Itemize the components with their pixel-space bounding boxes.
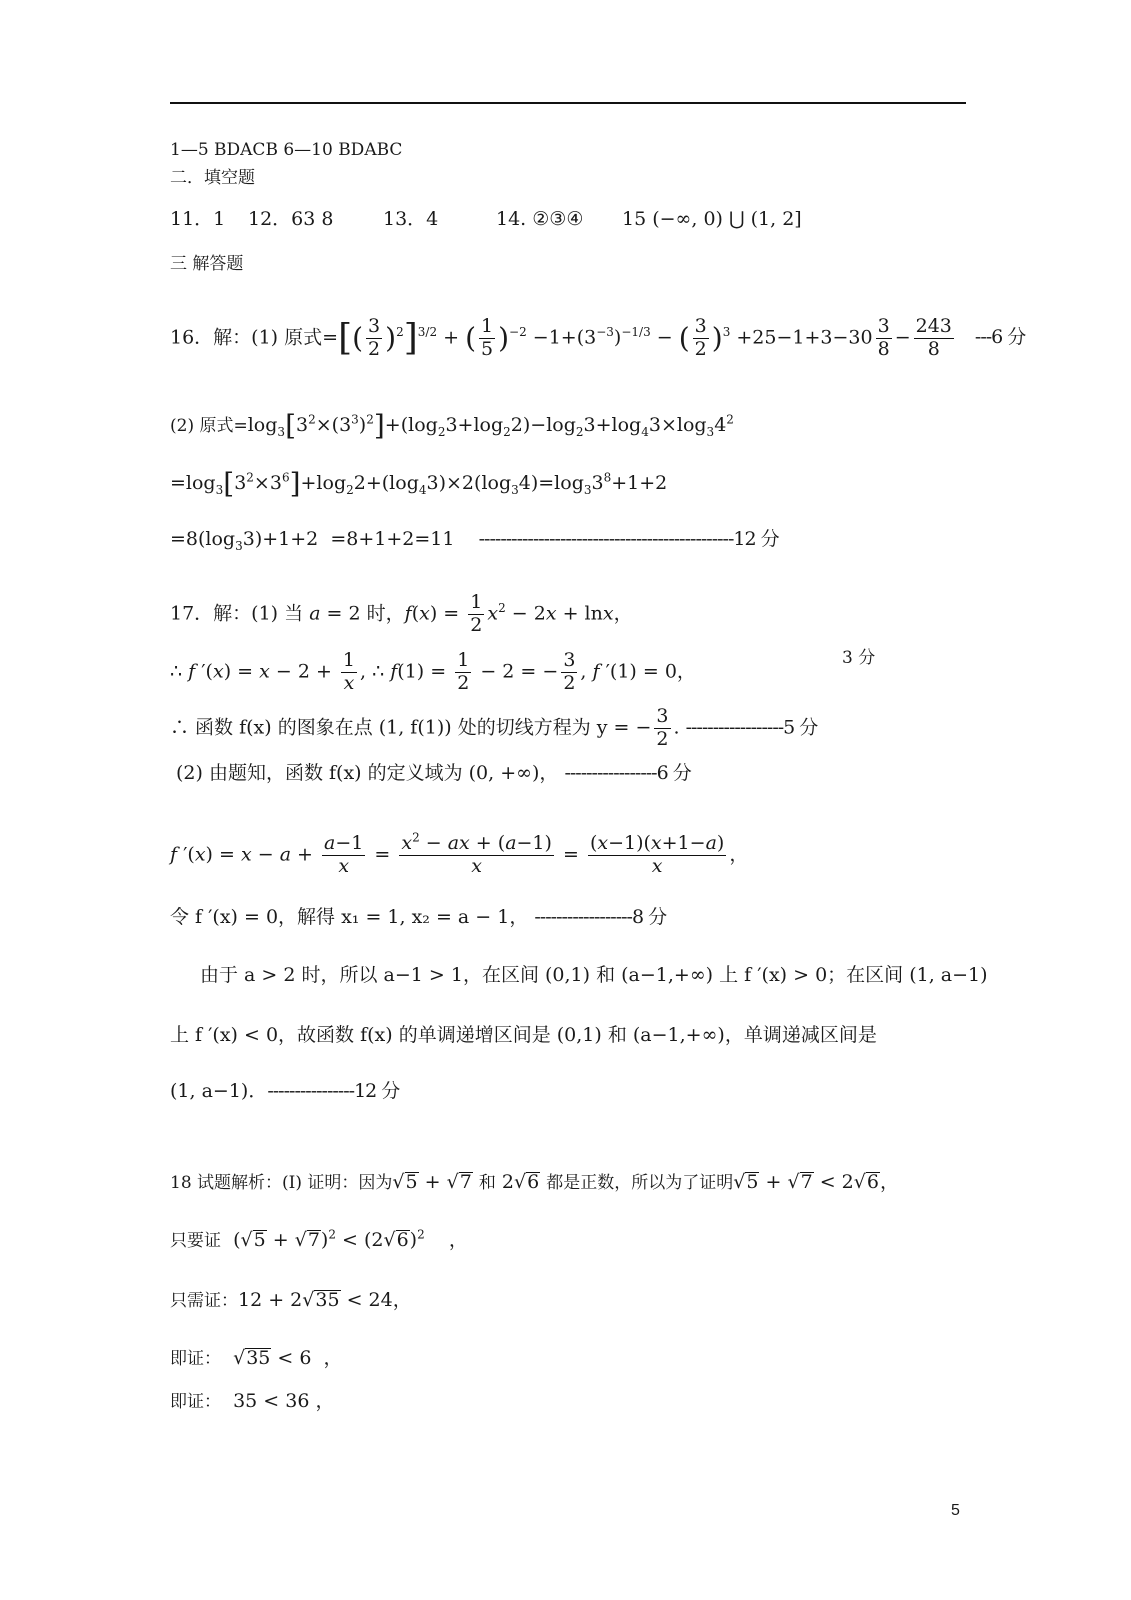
q17-line3: ∴ 函数 f(x) 的图象在点 (1, f(1)) 处的切线方程为 y = − $\frac{3}{2}$ . ------------------5 分 bbox=[170, 705, 818, 750]
q18-line3: 只需证：12 + 2√35 < 24， bbox=[170, 1289, 412, 1311]
q18-positive: 都是正数，所以为了证明 bbox=[546, 1173, 734, 1193]
q18-need4: 即证： bbox=[170, 1392, 221, 1412]
q18-need3: 即证： bbox=[170, 1349, 221, 1369]
q17-line4 bbox=[176, 764, 691, 783]
fill-answer-15: 15 (−∞, 0) ⋃ (1, 2] bbox=[622, 208, 802, 230]
q17-head: 17．解：(1) 当 bbox=[170, 602, 304, 625]
q17-line5: f ′(x) = x − a + $\frac{a-1}{x}$ = $\frac{x^2 - ax + (a-1)}{x}$ = $\frac{(x-1)(x+1-a)}{x}$ ， bbox=[170, 830, 749, 877]
q16-part2-line2: $=\log_3[3^2\times 3^6]+\log_22+(\log_43)\times 2(\log_34)=\log_33^8+1+2$ bbox=[170, 467, 668, 500]
q16-tail: +25−1+3−30 bbox=[736, 326, 873, 349]
q18-need1: 只要证 bbox=[170, 1231, 221, 1251]
q17-mono-2: 上 f ′(x) < 0，故函数 f(x) 的单调递增区间是 (0,1) 和 (a−1,+∞)，单调递减区间是 bbox=[170, 1024, 877, 1046]
page-number: 5 bbox=[951, 1502, 960, 1519]
q17-score-12: ----------------12 分 bbox=[267, 1080, 400, 1102]
header-rule bbox=[170, 102, 966, 104]
q17-tangent-text: ∴ 函数 f(x) 的图象在点 (1, f(1)) 处的切线方程为 y = − bbox=[170, 716, 652, 739]
section-solve-heading: 三 解答题 bbox=[170, 254, 244, 274]
fill-answer-14: 14. ②③④ bbox=[496, 208, 584, 230]
fill-answer-12: 12．63 8 bbox=[248, 208, 334, 230]
q17-line1: 17．解：(1) 当 a = 2 时，f(x) = $\frac{1}{2}$ $x^2 - 2x + \ln x$， bbox=[170, 591, 633, 636]
q17-line2: ∴ f ′(x) = x − 2 + $\frac{1}{x}$ , ∴ f(1) = $\frac{1}{2}$ − 2 = − $\frac{3}{2}$ , f ′(1) = 0， bbox=[170, 649, 696, 694]
q16-part1: 16．解：(1) 原式=[( $\frac{3}{2}$ )$^2$]$^{3/2}$ + ( $\frac{1}{5}$ )$^{-2} -1+(3^{-3})^{-1/3}$ − ( $\frac{3}{2}$ )$^3$ +25−1+3−30 $\frac{3}{8}$ − $\frac{243}{8}$ ---6 分 bbox=[170, 315, 1026, 360]
q16-score-6: ---6 分 bbox=[974, 326, 1026, 349]
q18-line2: 只要证 $(√5 + √7)^2 < (2√6)^2$ ， bbox=[170, 1227, 468, 1251]
q16-part2-line1: (2) 原式$=\log_3[3^2\times(3^3)^2]+(\log_23+\log_22)-\log_23+\log_43\times\log_34^2$ bbox=[170, 409, 734, 442]
q17-score-3: 3 分 bbox=[842, 648, 876, 668]
q17-line9 bbox=[170, 1082, 399, 1101]
q17-mono-1: 由于 a > 2 时，所以 a−1 > 1，在区间 (0,1) 和 (a−1,+∞) 上 f ′(x) > 0；在区间 (1, a−1) bbox=[200, 964, 988, 986]
q17-part2-text: (2) 由题知，函数 f(x) 的定义域为 (0, +∞)， bbox=[176, 762, 559, 784]
q18-need2: 只需证： bbox=[170, 1291, 238, 1311]
q18-line1: 18 试题解析：(Ⅰ) 证明：因为√5 + √7 和 2√6 都是正数，所以为了证明√5 + √7 < 2√6， bbox=[170, 1171, 899, 1193]
q18-and: 和 bbox=[478, 1173, 496, 1193]
choice-answers: 1—5 BDACB 6—10 BDABC bbox=[170, 140, 403, 160]
q17-score-5: ------------------5 分 bbox=[685, 716, 818, 739]
q16-part2-label: (2) 原式= bbox=[170, 416, 248, 436]
q17-mono-3: (1, a−1)． bbox=[170, 1080, 268, 1102]
section-fill-heading: 二．填空题 bbox=[170, 168, 255, 188]
q16-head: 16．解：(1) 原式= bbox=[170, 326, 339, 349]
q16-part2-line3: $=8(\log_33)+1+2 =8+1+2=11$ -----------------------------------------------12 分 bbox=[170, 528, 779, 553]
q18-line5 bbox=[170, 1392, 335, 1411]
fill-answer-13: 13．4 bbox=[383, 208, 439, 230]
q17-score-6: -----------------6 分 bbox=[564, 762, 691, 784]
q18-head: 18 试题解析：(Ⅰ) 证明：因为 bbox=[170, 1173, 393, 1193]
q17-zero-text: 令 f ′(x) = 0，解得 x₁ = 1, x₂ = a − 1， bbox=[170, 906, 529, 928]
fill-answer-11: 11．1 bbox=[170, 208, 226, 230]
q18-l4: 35 < 36 ， bbox=[233, 1390, 335, 1412]
q18-line4: 即证： √35 < 6 ， bbox=[170, 1347, 343, 1369]
q17-score-8: ------------------8 分 bbox=[534, 906, 667, 928]
q17-line6 bbox=[170, 908, 666, 927]
q16-score-12: -----------------------------------------------12 分 bbox=[478, 528, 779, 550]
